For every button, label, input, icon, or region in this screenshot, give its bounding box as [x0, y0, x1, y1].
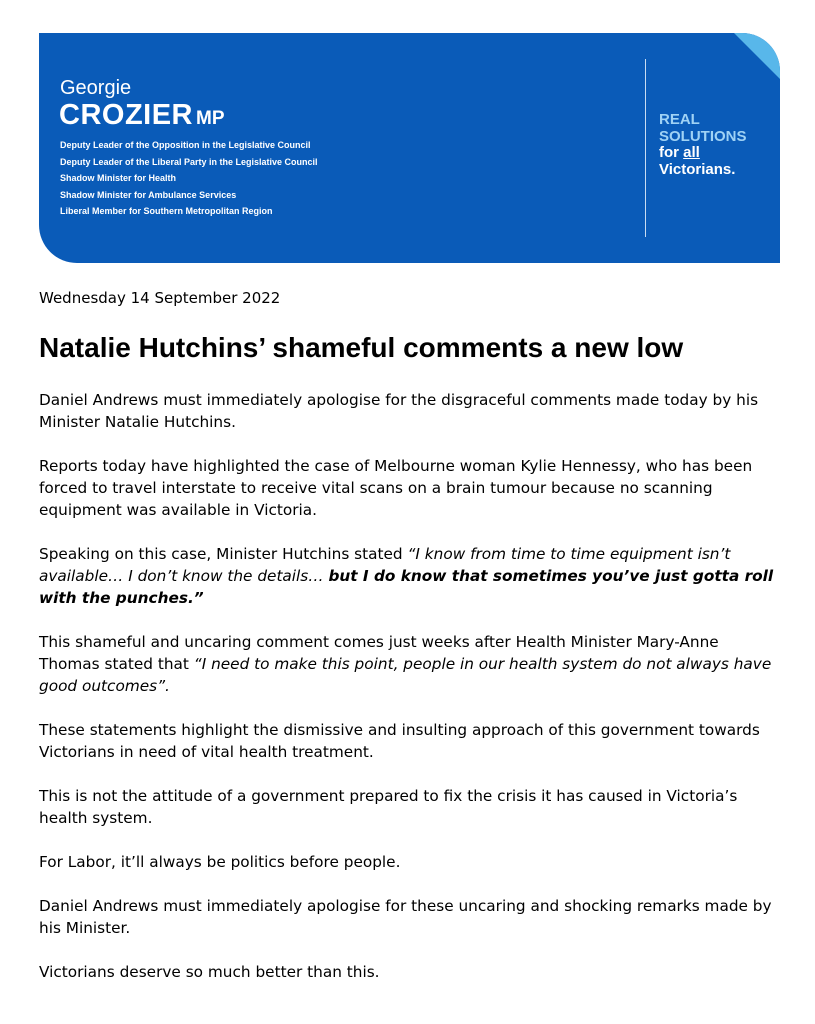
slogan	[659, 112, 747, 178]
slogan-line-1: REAL	[659, 111, 700, 128]
member-prefix: Liberal Member for	[60, 206, 144, 216]
headline: Natalie Hutchins’ shameful comments a new low	[39, 332, 684, 363]
article-body	[39, 389, 784, 1005]
first-name: Georgie	[60, 77, 132, 99]
paragraph: Victorians deserve so much better than this.	[39, 963, 380, 981]
paragraph: Daniel Andrews must immediately apologise for the disgraceful comments made today by his Minister Natalie Hutchins.	[39, 391, 759, 431]
role-line: Deputy Leader of the Opposition in the Legislative Council	[60, 140, 311, 150]
paragraph: For Labor, it’ll always be politics before people.	[39, 853, 401, 871]
member-region: Southern Metropolitan Region	[143, 206, 273, 216]
banner-divider	[645, 59, 646, 237]
paragraph: Daniel Andrews must immediately apologise for these uncaring and shocking remarks made by his Minister.	[39, 897, 772, 937]
paragraph-quote	[39, 631, 784, 697]
member-line	[60, 203, 318, 220]
role-line: Shadow Minister for Health	[60, 173, 177, 183]
paragraph-quote	[39, 543, 784, 609]
paragraph: This is not the attitude of a government prepared to fix the crisis it has caused in Victoria’s health system.	[39, 787, 738, 827]
letterhead-banner	[39, 33, 780, 263]
slogan-line-3	[659, 145, 747, 162]
last-name-logo	[59, 99, 225, 135]
quote-bold: but I do know that sometimes you’ve just gotta roll with the punches.”	[39, 567, 774, 607]
quote-italic: “I know from time to time equipment isn’t available… I don’t know the details…	[39, 545, 731, 585]
release-date: Wednesday 14 September 2022	[39, 289, 281, 307]
roles-list	[60, 137, 318, 220]
quote-italic: “I need to make this point, people in our health system do not always have good outcomes”.	[39, 655, 772, 695]
paragraph: Reports today have highlighted the case of Melbourne woman Kylie Hennessy, who has been forced to travel interstate to receive vital scans on a brain tumour because no scanning equipment was available in Victoria.	[39, 457, 753, 519]
paragraph: These statements highlight the dismissive and insulting approach of this government towards Victorians in need of vital health treatment.	[39, 721, 760, 761]
mp-suffix: MP	[196, 108, 225, 129]
paragraph-lead: This shameful and uncaring comment comes just weeks after Health Minister Mary-Anne Thomas stated that	[39, 633, 719, 673]
last-name-text: CROZIER	[59, 99, 193, 131]
role-line: Deputy Leader of the Liberal Party in the Legislative Council	[60, 156, 318, 167]
slogan-line-2: SOLUTIONS	[659, 127, 747, 145]
slogan-for: for	[659, 144, 684, 161]
role-line: Shadow Minister for Ambulance Services	[60, 189, 237, 200]
banner-corner-accent	[734, 33, 780, 79]
slogan-all: all	[683, 144, 700, 161]
paragraph-lead: Speaking on this case, Minister Hutchins stated	[39, 545, 408, 563]
slogan-line-4: Victorians.	[659, 160, 736, 178]
